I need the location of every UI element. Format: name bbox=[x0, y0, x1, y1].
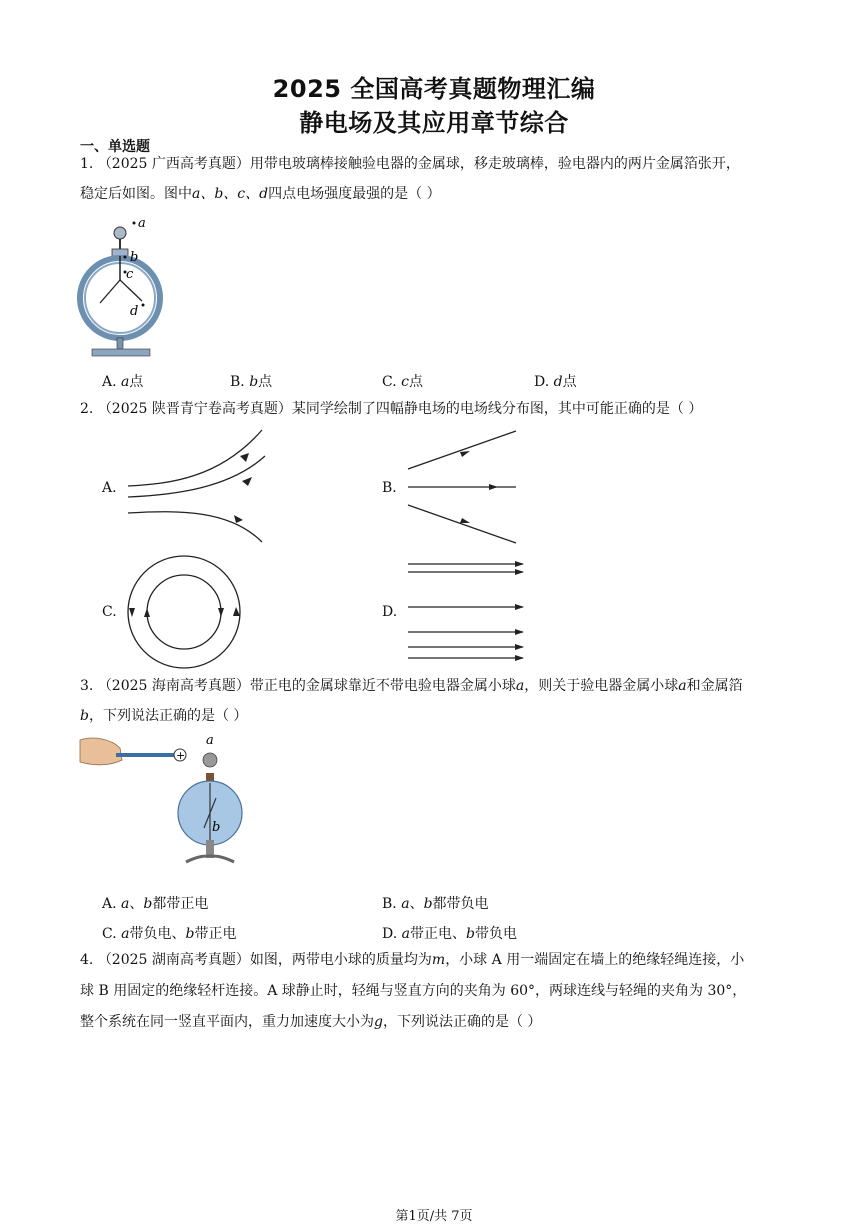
question-4-line-1: 4. （2025 湖南高考真题）如图，两带电小球的质量均为m，小球 A 用一端固定在墙上的绝缘轻绳连接，小 bbox=[80, 952, 745, 968]
electroscope-figure-q3 bbox=[80, 728, 260, 878]
q2-option-c[interactable]: C. bbox=[102, 604, 117, 620]
q1-option-a[interactable]: A. a点 bbox=[102, 374, 144, 390]
fig-label-a: a bbox=[206, 733, 214, 748]
svg-text:+: + bbox=[176, 749, 186, 762]
q3-option-a[interactable]: A. a、b都带正电 bbox=[102, 896, 209, 912]
question-4-line-2: 球 B 用固定的绝缘轻杆连接。A 球静止时，轻绳与竖直方向的夹角为 60°，两球连线与轻绳的夹角为 30°， bbox=[80, 983, 747, 999]
question-number: 1. bbox=[80, 156, 94, 172]
field-figure-a bbox=[128, 430, 265, 542]
q2-option-b[interactable]: B. bbox=[382, 480, 397, 496]
q2-option-d[interactable]: D. bbox=[382, 604, 398, 620]
field-figure-d bbox=[408, 561, 524, 661]
q3-option-d[interactable]: D. a带正电、b带负电 bbox=[382, 926, 517, 942]
fig-label-b: b bbox=[130, 250, 139, 265]
q1-option-d[interactable]: D. d点 bbox=[534, 374, 577, 390]
question-source: （2025 广西高考真题） bbox=[97, 156, 250, 172]
question-3-line-1: 3. （2025 海南高考真题）带正电的金属球靠近不带电验电器金属小球a，则关于验电器金属小球a和金属箔 bbox=[80, 678, 743, 694]
section-heading: 一、单选题 bbox=[80, 139, 150, 155]
q1-option-b[interactable]: B. b点 bbox=[230, 374, 273, 390]
fig-label-d: d bbox=[130, 304, 139, 319]
page-footer: 第1页/共 7页 bbox=[395, 1209, 473, 1224]
fig-label-a: a bbox=[138, 216, 146, 231]
q2-option-a[interactable]: A. bbox=[102, 480, 117, 496]
question-text: 用带电玻璃棒接触验电器的金属球，移走玻璃棒，验电器内的两片金属箔张开， bbox=[249, 156, 740, 172]
question-3-line-2: b，下列说法正确的是（ ） bbox=[80, 708, 248, 724]
question-4-line-3: 整个系统在同一竖直平面内，重力加速度大小为g，下列说法正确的是（ ） bbox=[80, 1014, 542, 1030]
title-line-2: 静电场及其应用章节综合 bbox=[299, 109, 569, 137]
fig-label-b: b bbox=[212, 820, 221, 835]
field-figure-c bbox=[128, 556, 240, 668]
hand-icon bbox=[80, 738, 122, 765]
question-1-line-2: 稳定后如图。图中a、b、c、d四点电场强度最强的是（ ） bbox=[80, 186, 441, 202]
field-figure-b bbox=[408, 431, 516, 543]
q3-option-b[interactable]: B. a、b都带负电 bbox=[382, 896, 489, 912]
title-line-1: 2025 全国高考真题物理汇编 bbox=[272, 75, 596, 103]
q3-option-c[interactable]: C. a带负电、b带正电 bbox=[102, 926, 237, 942]
q1-option-c[interactable]: C. c点 bbox=[382, 374, 423, 390]
fig-label-c: c bbox=[126, 267, 134, 282]
question-2-line-1: 2. （2025 陕晋青宁卷高考真题）某同学绘制了四幅静电场的电场线分布图，其中可能正确的是（ ） bbox=[80, 401, 703, 417]
